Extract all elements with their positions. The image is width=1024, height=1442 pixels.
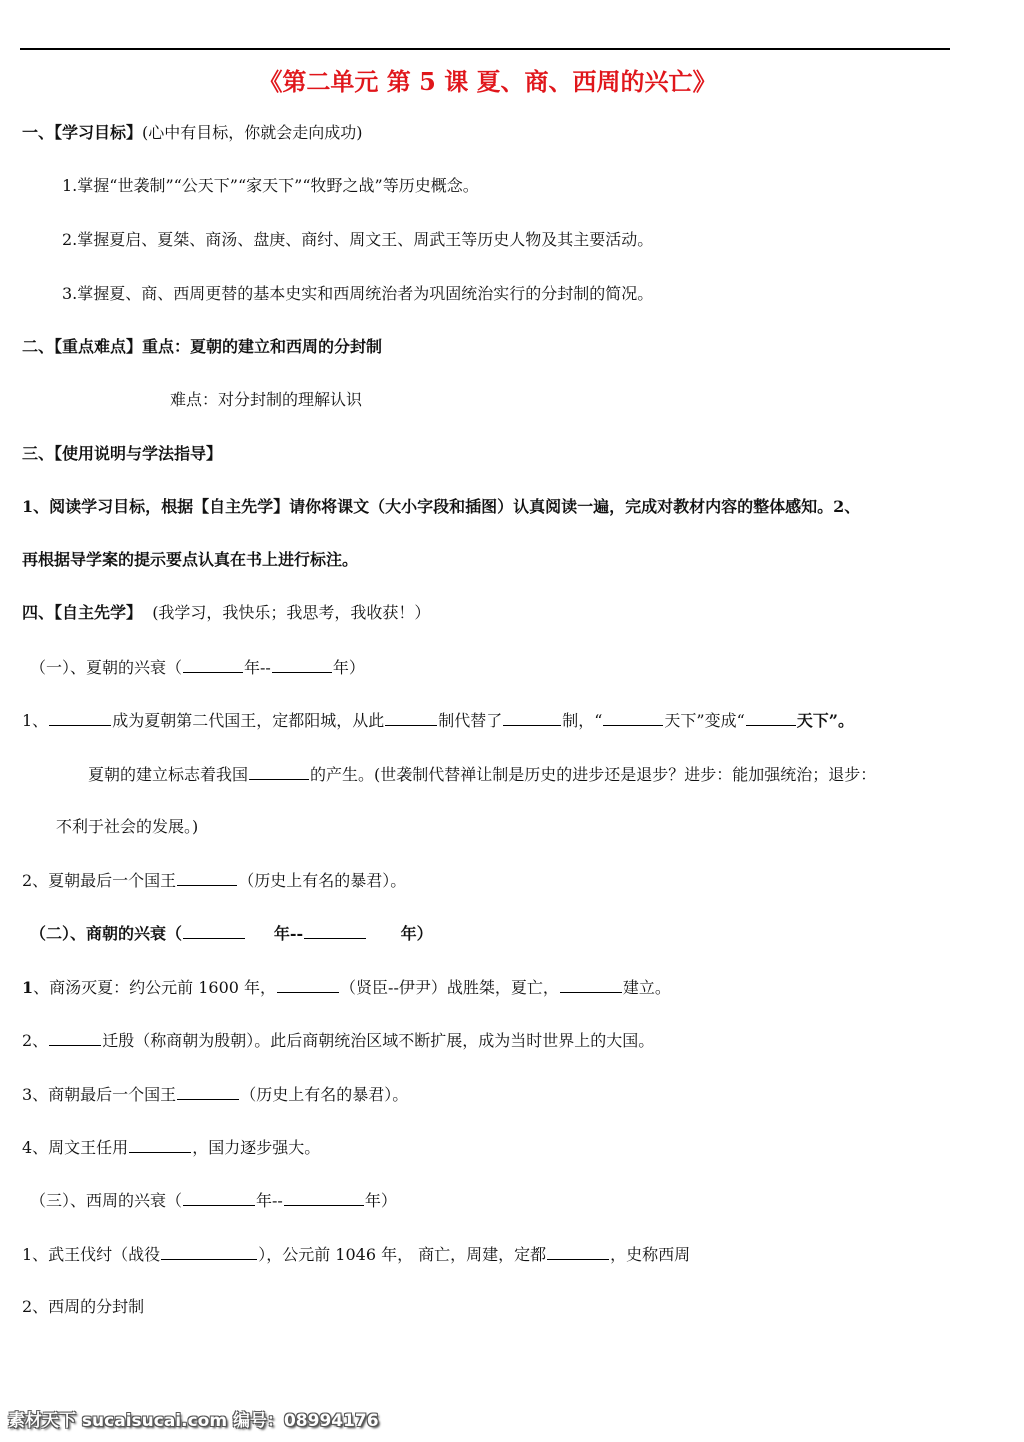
page-title: 《第二单元 第 5 课 夏、商、西周的兴亡》: [258, 67, 717, 96]
q-text: （历史上有名的暴君）。: [240, 1085, 409, 1104]
q-text: ，国力逐步强大。: [192, 1138, 321, 1157]
q-text: 1、武王伐纣（战役: [22, 1245, 161, 1264]
blank[interactable]: [272, 657, 332, 673]
q-text: 4、周文王任用: [22, 1138, 129, 1157]
section-1-title: 一、【学习目标】: [22, 123, 143, 142]
shang-q3: [22, 1084, 408, 1105]
blank[interactable]: [284, 1190, 364, 1206]
shang-q2: [22, 1030, 654, 1051]
section-3-heading: 三、【使用说明与学法指导】: [22, 444, 223, 463]
xia-heading: [30, 657, 365, 678]
goal-3: 3.掌握夏、商、西周更替的基本史实和西周统治者为巩固统治实行的分封制的简况。: [62, 284, 654, 303]
section-4-note: (我学习，我快乐；我思考，我收获！）: [152, 603, 431, 622]
blank[interactable]: [49, 710, 111, 726]
zhou-heading: [30, 1190, 397, 1211]
q-text: 制，“: [562, 711, 603, 730]
q-text: 成为夏朝第二代国王，定都阳城，从此: [112, 711, 385, 730]
zhou-heading-mid: 年--: [256, 1191, 283, 1210]
q-number: 1、: [22, 711, 49, 730]
blank[interactable]: [277, 977, 339, 993]
watermark: 素材天下 sucaisucai.com 编号：08994176: [8, 1411, 379, 1431]
blank[interactable]: [183, 1190, 255, 1206]
instruction-line-2: 再根据导学案的提示要点认真在书上进行标注。: [22, 550, 359, 569]
zhou-heading-text: （三）、西周的兴衰（: [30, 1191, 183, 1210]
blank[interactable]: [177, 1084, 239, 1100]
zhou-q1: [22, 1244, 690, 1265]
blank[interactable]: [603, 710, 663, 726]
xia-heading-end: 年）: [332, 658, 365, 677]
blank[interactable]: [304, 923, 366, 939]
q-text: 的产生。(世袭制代替禅让制是历史的进步还是退步？进步：能加强统治；退步：: [310, 765, 877, 784]
q-text: （贤臣--伊尹）战胜桀，夏亡，: [340, 978, 559, 997]
xia-q1: [22, 710, 854, 731]
shang-q4: [22, 1137, 320, 1158]
q-text: 天下”变成“: [664, 711, 745, 730]
difficulty-text: 难点：对分封制的理解认识: [170, 390, 363, 409]
q-text: （历史上有名的暴君）。: [238, 871, 407, 890]
blank[interactable]: [503, 710, 561, 726]
top-rule: [20, 48, 950, 50]
blank[interactable]: [249, 764, 309, 780]
q-number: 2、: [22, 1031, 49, 1050]
shang-q1: [22, 977, 671, 998]
xia-q1-cont: [88, 764, 876, 785]
blank[interactable]: [547, 1244, 609, 1260]
q-text: 2、夏朝最后一个国王: [22, 871, 177, 890]
zhou-q2: 2、西周的分封制: [22, 1297, 145, 1316]
shang-heading-end: 年）: [400, 924, 433, 943]
shang-heading: [30, 923, 433, 944]
blank[interactable]: [746, 710, 796, 726]
blank[interactable]: [183, 923, 245, 939]
zhou-heading-end: 年）: [364, 1191, 397, 1210]
q-text: 天下”。: [796, 711, 854, 730]
xia-heading-mid: 年--: [244, 658, 271, 677]
q-text: 迁殷（称商朝为殷朝）。此后商朝统治区域不断扩展，成为当时世界上的大国。: [102, 1031, 655, 1050]
goal-1: 1.掌握“世袭制”“公天下”“家天下”“牧野之战”等历史概念。: [62, 176, 479, 195]
section-1-heading: [22, 123, 363, 143]
q-text: ，史称西周: [610, 1245, 691, 1264]
blank[interactable]: [161, 1244, 257, 1260]
q-text: 建立。: [622, 978, 671, 997]
xia-heading-text: （一）、夏朝的兴衰（: [30, 658, 183, 677]
section-4-title: 四、【自主先学】: [22, 603, 143, 622]
blank[interactable]: [129, 1137, 191, 1153]
section-1-note: (心中有目标，你就会走向成功): [142, 123, 363, 142]
blank[interactable]: [560, 977, 622, 993]
xia-q1-end: 不利于社会的发展。): [56, 817, 199, 836]
q-text: 、商汤灭夏：约公元前 1600 年，: [33, 978, 277, 997]
instruction-line-1: 1、阅读学习目标，根据【自主先学】请你将课文（大小字段和插图）认真阅读一遍，完成对教材内容的整体感知。2、: [22, 497, 861, 516]
q-text: 3、商朝最后一个国王: [22, 1085, 177, 1104]
shang-heading-mid: 年--: [273, 924, 304, 943]
shang-heading-text: （二）、商朝的兴衰（: [30, 924, 183, 943]
blank[interactable]: [177, 870, 237, 886]
section-4-heading: [22, 603, 430, 623]
goal-2: 2.掌握夏启、夏桀、商汤、盘庚、商纣、周文王、周武王等历史人物及其主要活动。: [62, 230, 654, 249]
section-2-heading: 二、【重点难点】重点：夏朝的建立和西周的分封制: [22, 337, 383, 356]
blank[interactable]: [183, 657, 243, 673]
q-number: 1: [22, 978, 34, 997]
q-text: 制代替了: [438, 711, 503, 730]
blank[interactable]: [49, 1030, 101, 1046]
q-text: 夏朝的建立标志着我国: [88, 765, 249, 784]
q-text: ），公元前 1046 年， 商亡，周建，定都: [258, 1245, 547, 1264]
xia-q2: [22, 870, 406, 891]
blank[interactable]: [385, 710, 437, 726]
